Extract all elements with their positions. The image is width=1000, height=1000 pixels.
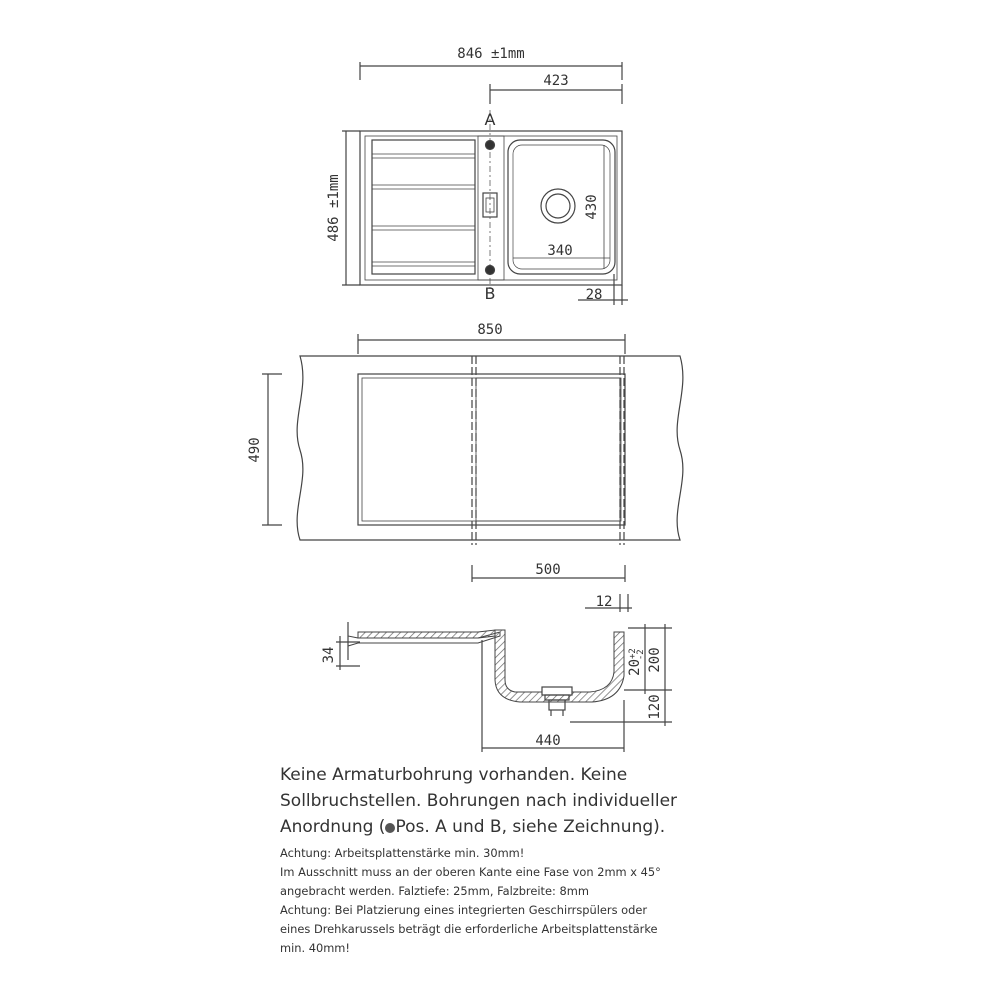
position-a-label: A bbox=[484, 110, 496, 129]
dimension-cabinet-width-label: 500 bbox=[535, 562, 561, 578]
cutout-view bbox=[247, 322, 683, 582]
main-note-line-3-start: Anordnung ( bbox=[280, 817, 386, 837]
dimension-cutout-depth bbox=[262, 374, 282, 525]
dimension-cutout-depth-label: 490 bbox=[247, 437, 263, 463]
main-note-block bbox=[280, 762, 800, 840]
dimension-bowl-width-label: 340 bbox=[547, 243, 573, 259]
dimension-total-depth bbox=[342, 131, 360, 285]
tap-bank bbox=[478, 110, 504, 290]
dimension-bowl-depth-label: 430 bbox=[584, 194, 600, 220]
dimension-total-width bbox=[360, 62, 622, 80]
main-note-line-1: Keine Armaturbohrung vorhanden. Keine bbox=[280, 765, 628, 785]
note-chamfer-2: angebracht werden. Falztiefe: 25mm, Falzbreite: 8mm bbox=[280, 884, 589, 898]
top-view bbox=[326, 46, 628, 305]
tap-hole-b-marker bbox=[486, 266, 495, 275]
drainboard-section bbox=[358, 630, 495, 638]
dimension-edge-offset-label: 28 bbox=[585, 287, 603, 303]
note-countertop-thickness: Achtung: Arbeitsplattenstärke min. 30mm! bbox=[280, 846, 525, 860]
note-dishwasher-3: min. 40mm! bbox=[280, 941, 350, 955]
section-view bbox=[321, 594, 672, 752]
main-note-line-3 bbox=[280, 814, 800, 840]
cutout-outline bbox=[358, 374, 625, 525]
dimension-chamfer-label: $20^{+2}-2$ bbox=[627, 648, 646, 676]
dimension-drain-height-label: 120 bbox=[647, 694, 663, 720]
dimension-rim-height-label: 34 bbox=[321, 646, 337, 664]
cutout-rebate bbox=[362, 378, 621, 521]
position-b-label: B bbox=[484, 284, 496, 303]
drain-inner-ring bbox=[546, 194, 570, 218]
dimension-bowl-height-label: 200 bbox=[647, 647, 663, 673]
main-note-line-2: Sollbruchstellen. Bohrungen nach individueller bbox=[280, 791, 678, 811]
dimension-bowl-offset-label: 423 bbox=[543, 73, 569, 89]
dimension-total-depth-label: 486 ±1mm bbox=[326, 174, 342, 242]
dimension-bowl-outer-width-label: 440 bbox=[535, 733, 561, 749]
dimension-rim-offset-label: 12 bbox=[595, 594, 613, 610]
main-note-line-3-end: Pos. A und B, siehe Zeichnung). bbox=[395, 817, 666, 837]
dimension-total-width-label: 846 ±1mm bbox=[457, 46, 525, 62]
cabinet-area bbox=[476, 378, 620, 521]
dimension-cutout-width-label: 850 bbox=[477, 322, 503, 338]
tap-hole-a-marker bbox=[486, 141, 495, 150]
tap-position-dot-icon bbox=[385, 823, 395, 833]
note-chamfer-1: Im Ausschnitt muss an der oberen Kante eine Fase von 2mm x 45° bbox=[280, 865, 661, 879]
drainboard bbox=[372, 140, 475, 274]
note-dishwasher-1: Achtung: Bei Platzierung eines integrierten Geschirrspülers oder bbox=[280, 903, 648, 917]
installation-notes bbox=[280, 762, 800, 958]
note-dishwasher-2: eines Drehkarussels beträgt die erforderliche Arbeitsplattenstärke bbox=[280, 922, 658, 936]
